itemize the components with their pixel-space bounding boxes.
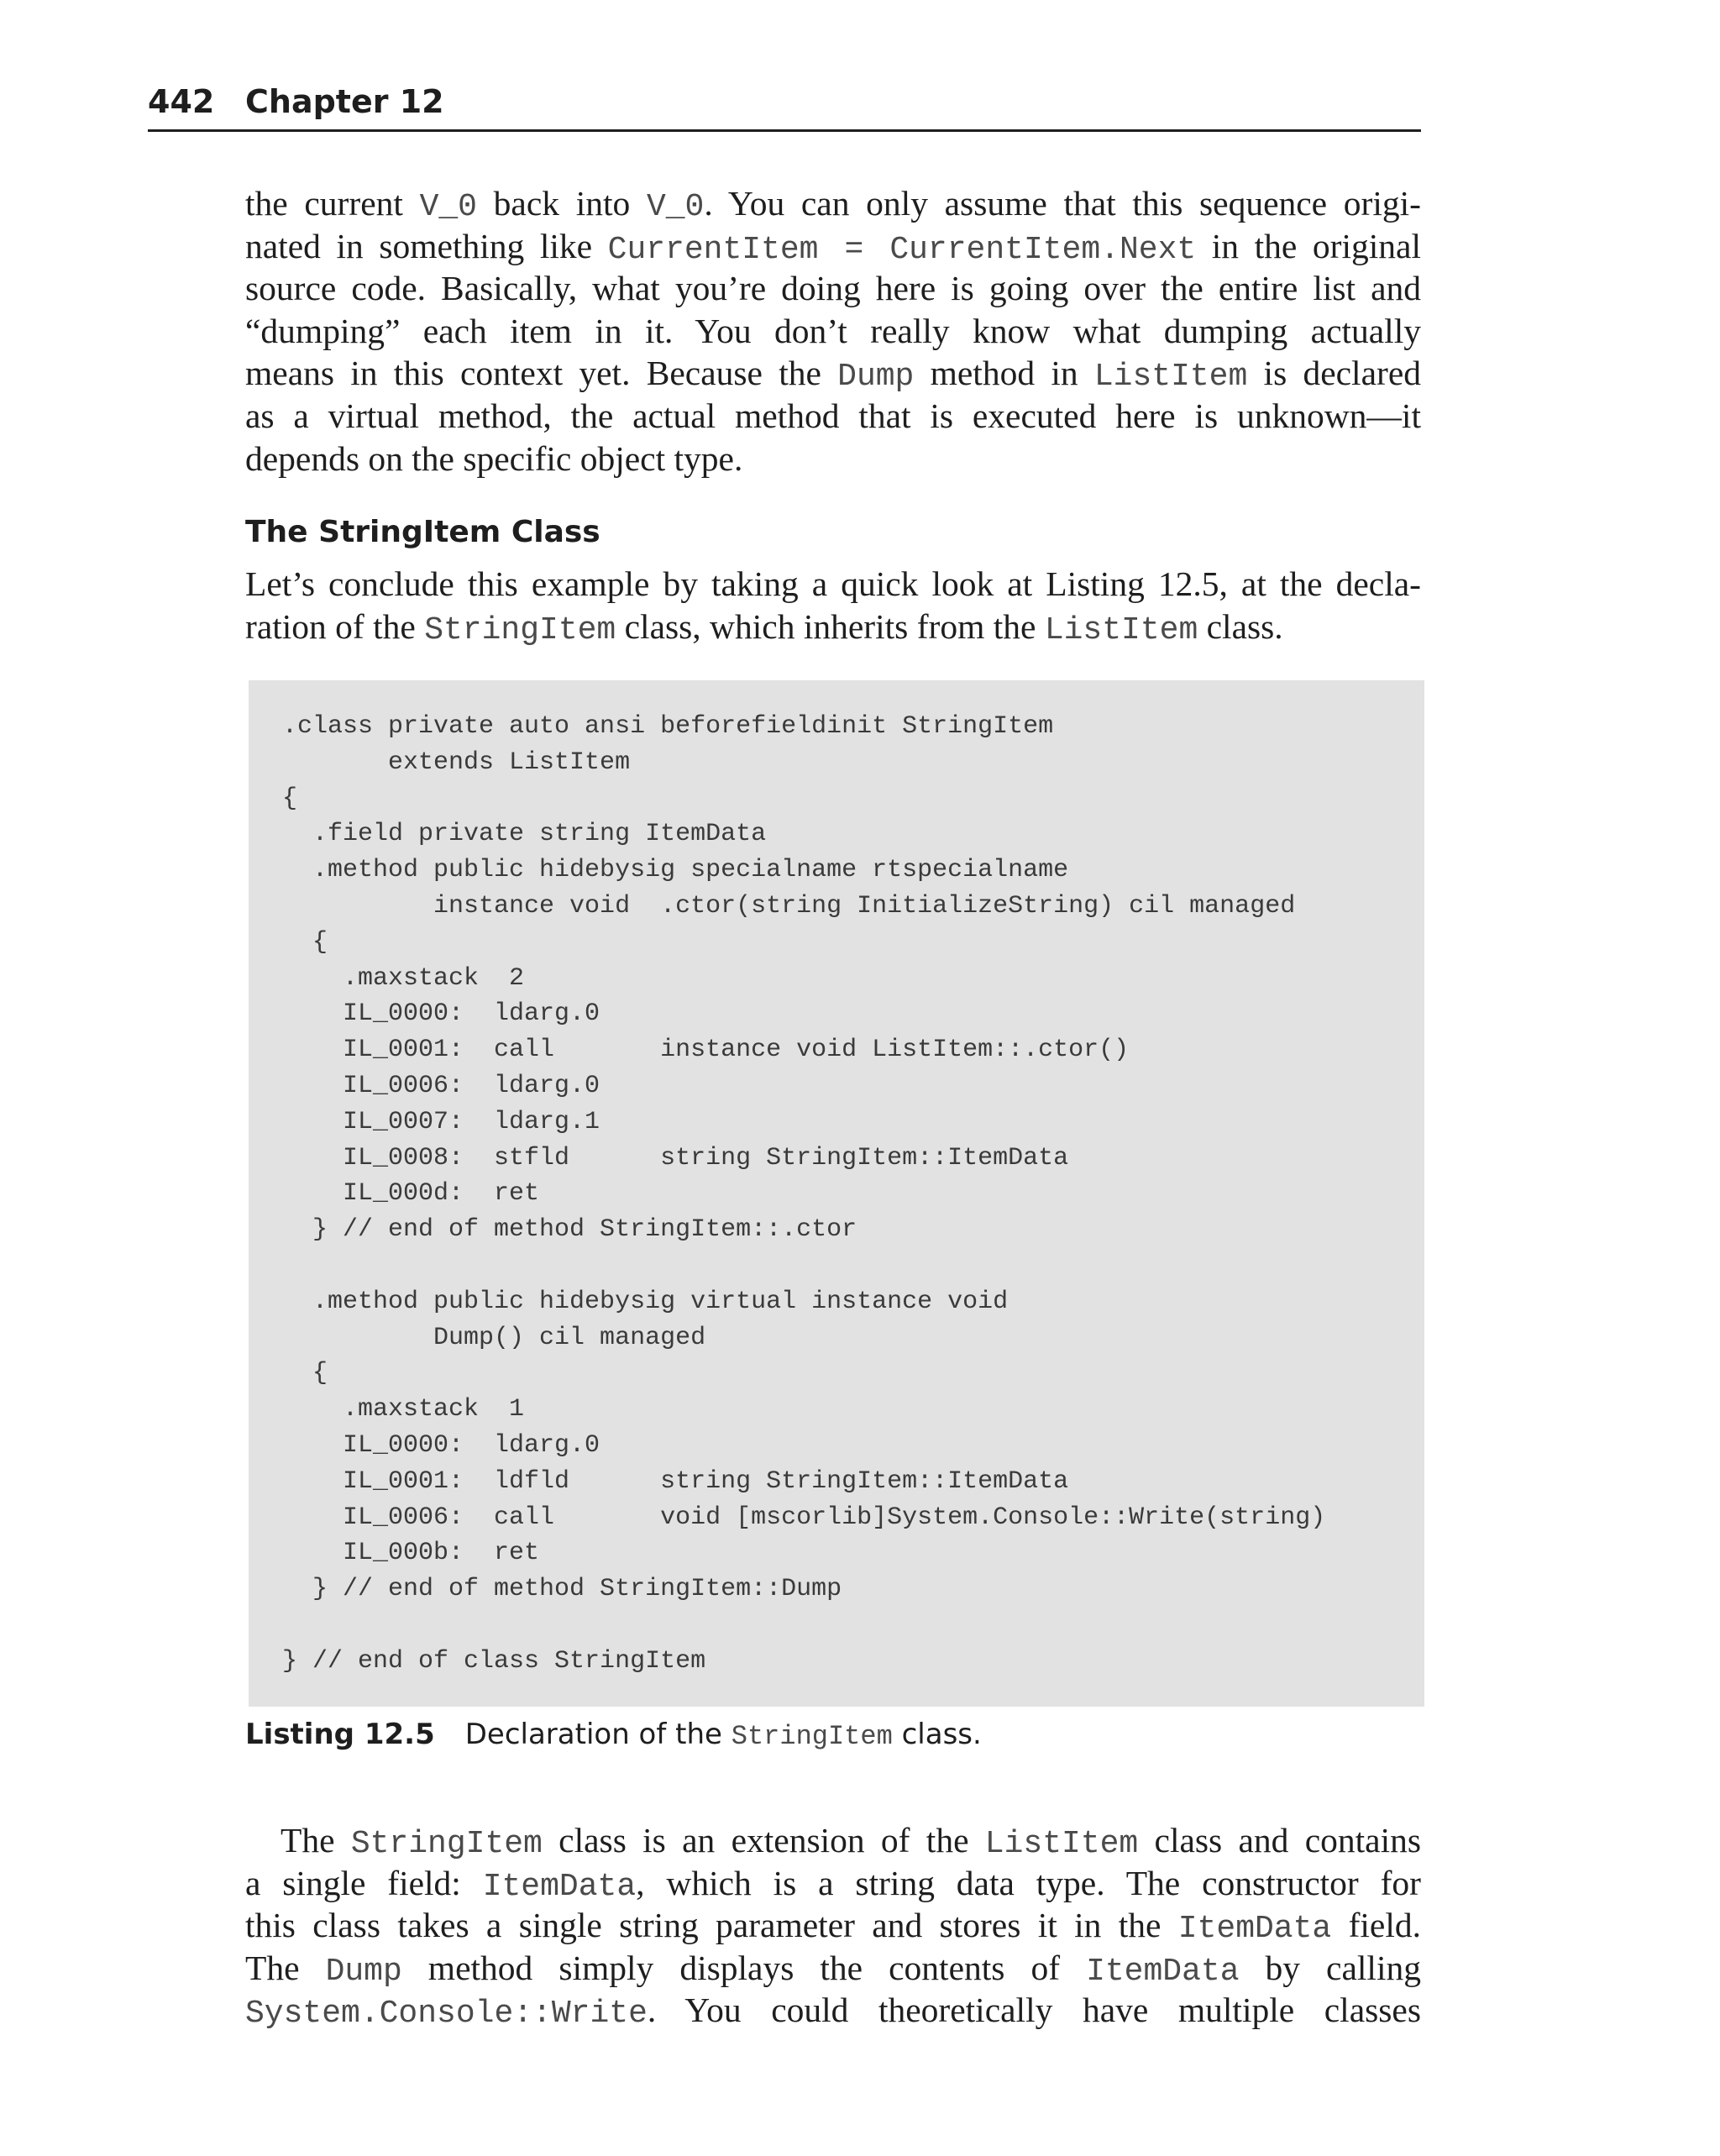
text-line: a single field: ItemData, which is a string data type. The constructor for	[245, 1863, 1421, 1905]
paragraph-2	[245, 563, 1421, 648]
paragraph-1	[245, 182, 1421, 480]
inline-code: System.Console::Write	[245, 1996, 648, 2033]
code-line: IL_0008: stfld string StringItem::ItemData	[282, 1143, 1069, 1172]
text-line: Let’s conclude this example by taking a quick look at Listing 12.5, at the decla-	[245, 564, 1421, 603]
code-line: IL_0000: ldarg.0	[282, 999, 600, 1029]
code-line: IL_0006: ldarg.0	[282, 1071, 600, 1100]
caption-text-end: class.	[892, 1718, 982, 1751]
code-line: IL_0000: ldarg.0	[282, 1430, 600, 1460]
code-listing	[249, 680, 1424, 1707]
code-line: } // end of method StringItem::.ctor	[282, 1215, 857, 1245]
code-line: {	[282, 927, 328, 957]
code-line	[282, 1248, 1325, 1284]
code-line: .method public hidebysig virtual instance void	[282, 1287, 1009, 1316]
code-line: .method public hidebysig specialname rtspecialname	[282, 856, 1069, 885]
inline-code: ItemData	[1177, 1911, 1332, 1948]
code-line: IL_000d: ret	[282, 1179, 540, 1209]
text-line: as a virtual method, the actual method that is executed here is unknown—it	[245, 396, 1421, 435]
code-line	[282, 1608, 1325, 1644]
inline-code: Dump	[837, 359, 915, 396]
text-line: The StringItem class is an extension of the ListItem class and contains	[281, 1821, 1422, 1862]
inline-code: ItemData	[482, 1868, 637, 1905]
code-line: .field private string ItemData	[282, 820, 767, 849]
inline-code: Dump	[325, 1953, 402, 1990]
code-line: instance void .ctor(string InitializeString) cil managed	[282, 891, 1296, 921]
section-heading: The StringItem Class	[245, 515, 600, 549]
text-line: nated in something like CurrentItem = CurrentItem.Next in the original	[245, 226, 1422, 268]
paragraph-3	[245, 1819, 1421, 2032]
text-line: the current V_0 back into V_0. You can only assume that this sequence origi-	[245, 184, 1421, 225]
code-line: } // end of method StringItem::Dump	[282, 1575, 842, 1604]
inline-code: ListItem	[1093, 359, 1248, 396]
caption-code: StringItem	[731, 1721, 893, 1752]
text-line: source code. Basically, what you’re doing here is going over the entire list and	[245, 269, 1421, 308]
text-line: this class takes a single string parameter and stores it in the ItemData field.	[245, 1906, 1421, 1948]
code-line: } // end of class StringItem	[282, 1646, 706, 1676]
text-line: “dumping” each item in it. You don’t really know what dumping actually	[245, 311, 1421, 350]
code-line: .maxstack 2	[282, 963, 525, 993]
running-head	[148, 81, 1421, 132]
listing-caption	[245, 1713, 982, 1758]
code-line: IL_0001: ldfld string StringItem::ItemData	[282, 1466, 1069, 1496]
code-line: {	[282, 1359, 328, 1388]
inline-code: ListItem	[984, 1826, 1139, 1862]
inline-code: ItemData	[1086, 1953, 1240, 1990]
code-line: .maxstack 1	[282, 1395, 525, 1424]
caption-label: Listing 12.5	[245, 1718, 435, 1751]
inline-code: V_0	[419, 189, 477, 225]
inline-code: ListItem	[1044, 611, 1198, 648]
code-line: extends ListItem	[282, 748, 631, 777]
text-line: means in this context yet. Because the Dump method in ListItem is declared	[245, 354, 1421, 396]
code-line: {	[282, 784, 298, 813]
text-line: System.Console::Write. You could theoretically have multiple classes	[245, 1991, 1421, 2033]
text-line: depends on the specific object type.	[245, 438, 743, 478]
page-number: 442	[148, 83, 215, 120]
code-block	[282, 709, 1325, 1680]
code-line: IL_0006: call void [mscorlib]System.Console::Write(string)	[282, 1503, 1326, 1532]
text-line: ration of the StringItem class, which inherits from the ListItem class.	[245, 606, 1283, 648]
code-line: IL_0001: call instance void ListItem::.ctor()	[282, 1036, 1130, 1065]
chapter-title: Chapter 12	[245, 83, 444, 120]
code-line: .class private auto ansi beforefieldinit StringItem	[282, 712, 1054, 741]
inline-code: V_0	[646, 189, 705, 225]
code-line: IL_000b: ret	[282, 1539, 540, 1568]
inline-code: StringItem	[350, 1826, 543, 1862]
code-line: IL_0007: ldarg.1	[282, 1107, 600, 1136]
text-line: The Dump method simply displays the contents of ItemData by calling	[245, 1948, 1421, 1990]
inline-code: CurrentItem = CurrentItem.Next	[607, 231, 1197, 268]
inline-code: StringItem	[424, 611, 616, 648]
code-line: Dump() cil managed	[282, 1323, 706, 1352]
caption-text: Declaration of the	[464, 1718, 732, 1751]
